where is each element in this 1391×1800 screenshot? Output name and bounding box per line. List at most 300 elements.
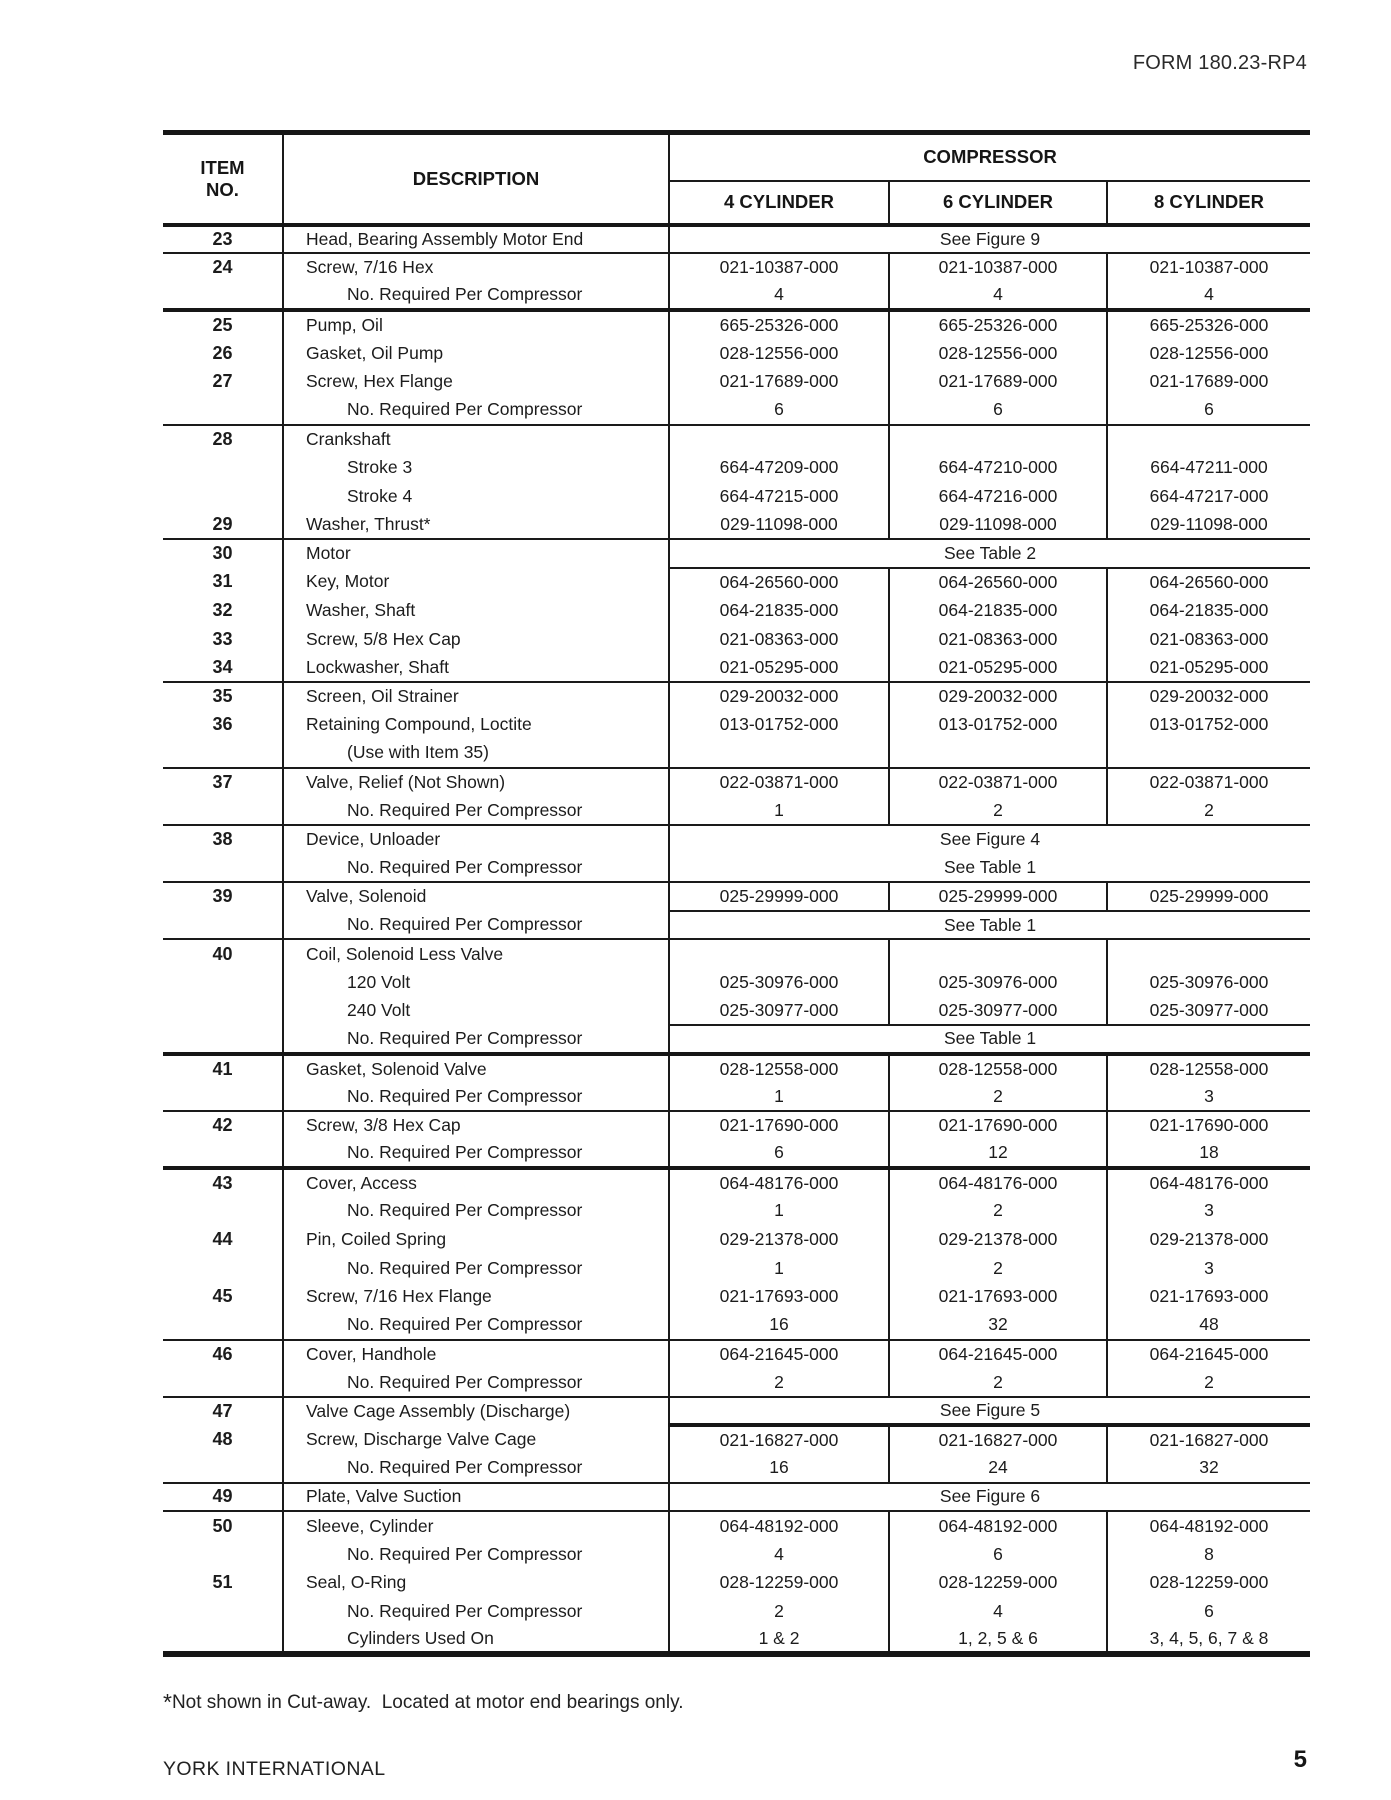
part-number-cell: 013-01752-000 bbox=[889, 711, 1107, 740]
part-number-cell: 4 bbox=[669, 1540, 889, 1569]
table-row bbox=[163, 367, 1310, 396]
part-number-cell: 24 bbox=[889, 1454, 1107, 1483]
description-cell: Valve Cage Assembly (Discharge) bbox=[283, 1397, 669, 1426]
description-cell: No. Required Per Compressor bbox=[283, 282, 669, 311]
span-reference-cell: See Figure 6 bbox=[669, 1483, 1310, 1512]
part-number-cell: 029-21378-000 bbox=[889, 1225, 1107, 1254]
table-row bbox=[163, 1368, 1310, 1397]
part-number-cell bbox=[1107, 425, 1310, 454]
footer-company: YORK INTERNATIONAL bbox=[163, 1758, 386, 1780]
table-row bbox=[163, 1197, 1310, 1226]
part-number-cell: 48 bbox=[1107, 1311, 1310, 1340]
table-row bbox=[163, 711, 1310, 740]
part-number-cell: 021-17690-000 bbox=[889, 1111, 1107, 1140]
part-number-cell: 021-17693-000 bbox=[1107, 1282, 1310, 1311]
description-cell: Screen, Oil Strainer bbox=[283, 682, 669, 711]
part-number-cell: 021-17690-000 bbox=[669, 1111, 889, 1140]
part-number-cell: 022-03871-000 bbox=[669, 768, 889, 797]
table-row bbox=[163, 425, 1310, 454]
table-row bbox=[163, 1540, 1310, 1569]
description-cell: No. Required Per Compressor bbox=[283, 1368, 669, 1397]
item-no-cell: 44 bbox=[212, 1229, 233, 1250]
table-row bbox=[163, 1225, 1310, 1254]
part-number-cell: 028-12259-000 bbox=[669, 1568, 889, 1597]
item-no-cell bbox=[163, 1597, 283, 1626]
part-number-cell: 021-05295-000 bbox=[889, 653, 1107, 682]
part-number-cell: 3, 4, 5, 6, 7 & 8 bbox=[1107, 1626, 1310, 1655]
part-number-cell: 028-12556-000 bbox=[889, 339, 1107, 368]
description-cell: Plate, Valve Suction bbox=[283, 1483, 669, 1512]
part-number-cell: 2 bbox=[889, 1082, 1107, 1111]
part-number-cell: 021-17689-000 bbox=[669, 367, 889, 396]
span-reference-cell: See Figure 5 bbox=[669, 1397, 1310, 1426]
part-number-cell: 16 bbox=[669, 1311, 889, 1340]
part-number-cell: 021-17689-000 bbox=[889, 367, 1107, 396]
description-cell: 240 Volt bbox=[283, 997, 669, 1026]
item-no-cell: 43 bbox=[212, 1172, 233, 1193]
part-number-cell: 021-16827-000 bbox=[889, 1425, 1107, 1454]
part-number-cell: 022-03871-000 bbox=[889, 768, 1107, 797]
description-cell: Cover, Access bbox=[283, 1168, 669, 1197]
part-number-cell: 4 bbox=[889, 1597, 1107, 1626]
part-number-cell: 3 bbox=[1107, 1254, 1310, 1283]
span-reference-cell: See Table 1 bbox=[669, 854, 1310, 883]
item-header-line2: NO. bbox=[206, 178, 239, 200]
table-row bbox=[163, 1511, 1310, 1540]
description-cell: No. Required Per Compressor bbox=[283, 1082, 669, 1111]
part-number-cell: 021-16827-000 bbox=[1107, 1425, 1310, 1454]
table-row bbox=[163, 1340, 1310, 1369]
item-no-cell: 42 bbox=[212, 1115, 233, 1136]
item-no-cell bbox=[163, 854, 283, 883]
part-number-cell bbox=[889, 425, 1107, 454]
part-number-cell: 12 bbox=[889, 1140, 1107, 1169]
description-cell: Screw, 7/16 Hex bbox=[283, 253, 669, 282]
item-no-cell: 41 bbox=[212, 1058, 233, 1079]
description-cell: Screw, Hex Flange bbox=[283, 367, 669, 396]
description-cell: Stroke 4 bbox=[283, 482, 669, 511]
table-row bbox=[163, 939, 1310, 968]
part-number-cell: 064-26560-000 bbox=[889, 568, 1107, 597]
table-row bbox=[163, 310, 1310, 339]
part-number-cell: 021-10387-000 bbox=[889, 253, 1107, 282]
part-number-cell: 029-21378-000 bbox=[1107, 1225, 1310, 1254]
part-number-cell: 064-26560-000 bbox=[669, 568, 889, 597]
table-row bbox=[163, 854, 1310, 883]
part-number-cell bbox=[669, 739, 889, 768]
description-cell: No. Required Per Compressor bbox=[283, 396, 669, 425]
item-no-cell: 34 bbox=[163, 653, 283, 682]
part-number-cell: 4 bbox=[1107, 282, 1310, 311]
description-cell: No. Required Per Compressor bbox=[283, 1025, 669, 1054]
item-no-cell: 29 bbox=[163, 510, 283, 539]
table-row bbox=[163, 997, 1310, 1026]
part-number-cell: 029-20032-000 bbox=[1107, 682, 1310, 711]
span-reference-cell: See Table 2 bbox=[669, 539, 1310, 568]
item-no-cell bbox=[163, 1082, 283, 1111]
part-number-cell: 028-12556-000 bbox=[1107, 339, 1310, 368]
part-number-cell: 6 bbox=[1107, 1597, 1310, 1626]
part-number-cell: 029-21378-000 bbox=[669, 1225, 889, 1254]
description-cell: Valve, Relief (Not Shown) bbox=[283, 768, 669, 797]
table-row bbox=[163, 1454, 1310, 1483]
part-number-cell: 022-03871-000 bbox=[1107, 768, 1310, 797]
part-number-cell: 013-01752-000 bbox=[669, 711, 889, 740]
part-number-cell: 1 & 2 bbox=[669, 1626, 889, 1655]
description-cell: No. Required Per Compressor bbox=[283, 1254, 669, 1283]
item-no-cell: 23 bbox=[163, 225, 283, 254]
item-no-cell: 26 bbox=[212, 342, 233, 363]
description-cell: Coil, Solenoid Less Valve bbox=[283, 939, 669, 968]
item-no-cell: 48 bbox=[212, 1429, 233, 1450]
part-number-cell: 021-16827-000 bbox=[669, 1425, 889, 1454]
part-number-cell bbox=[1107, 739, 1310, 768]
part-number-cell: 028-12556-000 bbox=[669, 339, 889, 368]
table-row bbox=[163, 1626, 1310, 1655]
col-header-6-cylinder: 6 CYLINDER bbox=[889, 181, 1107, 225]
table-row bbox=[163, 1568, 1310, 1597]
table-row bbox=[163, 1025, 1310, 1054]
col-header-compressor: COMPRESSOR bbox=[669, 133, 1310, 181]
part-number-cell: 1 bbox=[669, 1254, 889, 1283]
table-row bbox=[163, 453, 1310, 482]
table-row bbox=[163, 282, 1310, 311]
part-number-cell: 025-30977-000 bbox=[889, 997, 1107, 1026]
table-row bbox=[163, 539, 1310, 568]
col-header-4-cylinder: 4 CYLINDER bbox=[669, 181, 889, 225]
description-cell: Gasket, Oil Pump bbox=[283, 339, 669, 368]
item-header-line1: ITEM bbox=[200, 156, 245, 178]
col-header-item-no bbox=[163, 133, 283, 225]
part-number-cell: 2 bbox=[889, 796, 1107, 825]
item-no-cell bbox=[163, 1540, 283, 1569]
part-number-cell: 665-25326-000 bbox=[1107, 310, 1310, 339]
item-no-cell bbox=[163, 453, 283, 482]
part-number-cell: 1 bbox=[669, 1082, 889, 1111]
item-no-cell: 25 bbox=[212, 315, 233, 336]
table-header bbox=[163, 133, 1310, 225]
part-number-cell: 021-17689-000 bbox=[1107, 367, 1310, 396]
item-no-cell bbox=[163, 282, 283, 311]
table-row bbox=[163, 1140, 1310, 1169]
description-cell: Pin, Coiled Spring bbox=[283, 1225, 669, 1254]
part-number-cell: 2 bbox=[889, 1368, 1107, 1397]
part-number-cell: 32 bbox=[1107, 1454, 1310, 1483]
item-no-cell bbox=[163, 1626, 283, 1655]
item-no-cell bbox=[163, 482, 283, 511]
part-number-cell: 064-21645-000 bbox=[1107, 1340, 1310, 1369]
part-number-cell: 3 bbox=[1107, 1082, 1310, 1111]
table-row bbox=[163, 653, 1310, 682]
part-number-cell: 32 bbox=[889, 1311, 1107, 1340]
description-cell: No. Required Per Compressor bbox=[283, 796, 669, 825]
part-number-cell: 064-48176-000 bbox=[889, 1168, 1107, 1197]
part-number-cell: 064-48192-000 bbox=[1107, 1511, 1310, 1540]
part-number-cell: 064-48192-000 bbox=[889, 1511, 1107, 1540]
part-number-cell: 16 bbox=[669, 1454, 889, 1483]
item-no-cell: 36 bbox=[212, 714, 233, 735]
description-cell: No. Required Per Compressor bbox=[283, 1454, 669, 1483]
item-no-cell bbox=[163, 1025, 283, 1054]
description-cell: Screw, 3/8 Hex Cap bbox=[283, 1111, 669, 1140]
part-number-cell: 025-30976-000 bbox=[889, 968, 1107, 997]
part-number-cell: 013-01752-000 bbox=[1107, 711, 1310, 740]
table-row bbox=[163, 1282, 1310, 1311]
table-row bbox=[163, 1254, 1310, 1283]
table-row bbox=[163, 596, 1310, 625]
part-number-cell: 2 bbox=[1107, 1368, 1310, 1397]
item-no-cell: 38 bbox=[212, 829, 233, 850]
table-row bbox=[163, 1311, 1310, 1340]
item-no-cell: 32 bbox=[212, 600, 233, 621]
table-row bbox=[163, 1483, 1310, 1512]
table-row bbox=[163, 1425, 1310, 1454]
item-no-cell: 50 bbox=[212, 1515, 233, 1536]
table-row bbox=[163, 796, 1310, 825]
item-no-cell bbox=[163, 911, 283, 940]
item-no-cell bbox=[163, 1140, 283, 1169]
part-number-cell bbox=[1107, 939, 1310, 968]
part-number-cell: 2 bbox=[669, 1368, 889, 1397]
part-number-cell: 8 bbox=[1107, 1540, 1310, 1569]
part-number-cell: 3 bbox=[1107, 1197, 1310, 1226]
part-number-cell bbox=[889, 739, 1107, 768]
table-row bbox=[163, 253, 1310, 282]
table-row bbox=[163, 482, 1310, 511]
part-number-cell: 028-12259-000 bbox=[889, 1568, 1107, 1597]
description-cell: Device, Unloader bbox=[283, 825, 669, 854]
description-cell: Cylinders Used On bbox=[283, 1626, 669, 1655]
parts-table bbox=[163, 130, 1310, 1657]
part-number-cell: 1 bbox=[669, 796, 889, 825]
description-cell: Screw, 7/16 Hex Flange bbox=[283, 1282, 669, 1311]
part-number-cell: 025-29999-000 bbox=[889, 882, 1107, 911]
table-row bbox=[163, 225, 1310, 254]
item-no-cell: 30 bbox=[212, 543, 233, 564]
span-reference-cell: See Table 1 bbox=[669, 911, 1310, 940]
description-cell: No. Required Per Compressor bbox=[283, 1597, 669, 1626]
part-number-cell: 021-17690-000 bbox=[1107, 1111, 1310, 1140]
description-cell: Valve, Solenoid bbox=[283, 882, 669, 911]
item-no-cell bbox=[163, 1254, 283, 1283]
item-no-cell bbox=[163, 1368, 283, 1397]
part-number-cell: 029-11098-000 bbox=[1107, 510, 1310, 539]
footnote bbox=[163, 1689, 684, 1719]
item-no-cell: 51 bbox=[212, 1572, 233, 1593]
table-row bbox=[163, 1397, 1310, 1426]
table-row bbox=[163, 1082, 1310, 1111]
part-number-cell: 18 bbox=[1107, 1140, 1310, 1169]
part-number-cell: 029-11098-000 bbox=[669, 510, 889, 539]
header-row-top bbox=[163, 133, 1310, 181]
table-row bbox=[163, 1168, 1310, 1197]
part-number-cell: 665-25326-000 bbox=[669, 310, 889, 339]
description-cell: Retaining Compound, Loctite bbox=[283, 711, 669, 740]
part-number-cell: 664-47211-000 bbox=[1107, 453, 1310, 482]
table-row bbox=[163, 739, 1310, 768]
part-number-cell: 064-21835-000 bbox=[669, 596, 889, 625]
part-number-cell: 6 bbox=[889, 1540, 1107, 1569]
item-no-cell: 49 bbox=[163, 1483, 283, 1512]
item-no-cell bbox=[163, 739, 283, 768]
description-cell: Washer, Shaft bbox=[283, 596, 669, 625]
table-row bbox=[163, 396, 1310, 425]
table-row bbox=[163, 568, 1310, 597]
part-number-cell: 6 bbox=[889, 396, 1107, 425]
description-cell: Crankshaft bbox=[283, 425, 669, 454]
part-number-cell: 025-29999-000 bbox=[669, 882, 889, 911]
description-cell: Screw, Discharge Valve Cage bbox=[283, 1425, 669, 1454]
part-number-cell: 6 bbox=[669, 396, 889, 425]
item-no-cell: 27 bbox=[212, 371, 233, 392]
part-number-cell: 664-47215-000 bbox=[669, 482, 889, 511]
part-number-cell: 4 bbox=[889, 282, 1107, 311]
item-no-cell bbox=[163, 1311, 283, 1340]
part-number-cell: 064-48176-000 bbox=[1107, 1168, 1310, 1197]
footnote-text: Not shown in Cut-away. Located at motor end bearings only. bbox=[171, 1692, 684, 1713]
item-no-cell: 45 bbox=[212, 1286, 233, 1307]
part-number-cell: 064-21835-000 bbox=[889, 596, 1107, 625]
description-cell: Gasket, Solenoid Valve bbox=[283, 1054, 669, 1083]
item-no-cell: 31 bbox=[212, 571, 233, 592]
item-no-cell bbox=[163, 968, 283, 997]
part-number-cell bbox=[669, 425, 889, 454]
table-row bbox=[163, 1111, 1310, 1140]
part-number-cell: 025-30976-000 bbox=[1107, 968, 1310, 997]
footnote-asterisk: * bbox=[163, 1689, 172, 1715]
description-cell: Pump, Oil bbox=[283, 310, 669, 339]
item-no-cell: 28 bbox=[212, 428, 233, 449]
item-no-cell bbox=[163, 997, 283, 1026]
item-no-cell bbox=[163, 796, 283, 825]
part-number-cell: 028-12558-000 bbox=[889, 1054, 1107, 1083]
form-number: FORM 180.23-RP4 bbox=[1132, 52, 1307, 74]
description-cell: (Use with Item 35) bbox=[283, 739, 669, 768]
part-number-cell: 064-21645-000 bbox=[669, 1340, 889, 1369]
part-number-cell: 021-05295-000 bbox=[669, 653, 889, 682]
table-row bbox=[163, 968, 1310, 997]
item-no-cell: 35 bbox=[212, 686, 233, 707]
description-cell: Stroke 3 bbox=[283, 453, 669, 482]
page-number: 5 bbox=[1293, 1746, 1307, 1773]
part-number-cell: 064-48192-000 bbox=[669, 1511, 889, 1540]
table-body bbox=[163, 225, 1310, 1655]
description-cell: Key, Motor bbox=[283, 568, 669, 597]
part-number-cell bbox=[669, 939, 889, 968]
part-number-cell: 664-47210-000 bbox=[889, 453, 1107, 482]
part-number-cell: 1, 2, 5 & 6 bbox=[889, 1626, 1107, 1655]
part-number-cell: 025-29999-000 bbox=[1107, 882, 1310, 911]
part-number-cell: 025-30976-000 bbox=[669, 968, 889, 997]
part-number-cell: 025-30977-000 bbox=[1107, 997, 1310, 1026]
span-reference-cell: See Figure 4 bbox=[669, 825, 1310, 854]
part-number-cell: 6 bbox=[1107, 396, 1310, 425]
col-header-description: DESCRIPTION bbox=[283, 133, 669, 225]
item-no-cell bbox=[163, 1197, 283, 1226]
description-cell: Head, Bearing Assembly Motor End bbox=[283, 225, 669, 254]
description-cell: No. Required Per Compressor bbox=[283, 854, 669, 883]
item-no-cell: 47 bbox=[212, 1401, 233, 1422]
part-number-cell: 664-47216-000 bbox=[889, 482, 1107, 511]
part-number-cell: 664-47209-000 bbox=[669, 453, 889, 482]
description-cell: Lockwasher, Shaft bbox=[283, 653, 669, 682]
part-number-cell: 021-10387-000 bbox=[1107, 253, 1310, 282]
item-no-cell: 24 bbox=[212, 257, 233, 278]
table-row bbox=[163, 768, 1310, 797]
part-number-cell bbox=[889, 939, 1107, 968]
description-cell: Screw, 5/8 Hex Cap bbox=[283, 625, 669, 654]
part-number-cell: 021-08363-000 bbox=[669, 625, 889, 654]
part-number-cell: 2 bbox=[889, 1197, 1107, 1226]
span-reference-cell: See Figure 9 bbox=[669, 225, 1310, 254]
col-header-8-cylinder: 8 CYLINDER bbox=[1107, 181, 1310, 225]
description-cell: No. Required Per Compressor bbox=[283, 911, 669, 940]
description-cell: Motor bbox=[283, 539, 669, 568]
item-no-cell: 33 bbox=[212, 628, 233, 649]
item-no-cell: 46 bbox=[212, 1343, 233, 1364]
table-row bbox=[163, 682, 1310, 711]
table-row bbox=[163, 339, 1310, 368]
table-row bbox=[163, 625, 1310, 654]
description-cell: Washer, Thrust* bbox=[283, 510, 669, 539]
table-row bbox=[163, 911, 1310, 940]
part-number-cell: 028-12558-000 bbox=[669, 1054, 889, 1083]
part-number-cell: 021-05295-000 bbox=[1107, 653, 1310, 682]
part-number-cell: 064-26560-000 bbox=[1107, 568, 1310, 597]
description-cell: No. Required Per Compressor bbox=[283, 1197, 669, 1226]
description-cell: No. Required Per Compressor bbox=[283, 1540, 669, 1569]
part-number-cell: 029-20032-000 bbox=[669, 682, 889, 711]
part-number-cell: 028-12259-000 bbox=[1107, 1568, 1310, 1597]
part-number-cell: 4 bbox=[669, 282, 889, 311]
table-row bbox=[163, 1597, 1310, 1626]
span-reference-cell: See Table 1 bbox=[669, 1025, 1310, 1054]
item-no-cell bbox=[163, 1454, 283, 1483]
part-number-cell: 1 bbox=[669, 1197, 889, 1226]
description-cell: Cover, Handhole bbox=[283, 1340, 669, 1369]
part-number-cell: 021-17693-000 bbox=[669, 1282, 889, 1311]
part-number-cell: 665-25326-000 bbox=[889, 310, 1107, 339]
part-number-cell: 2 bbox=[1107, 796, 1310, 825]
part-number-cell: 021-08363-000 bbox=[889, 625, 1107, 654]
part-number-cell: 021-17693-000 bbox=[889, 1282, 1107, 1311]
part-number-cell: 021-10387-000 bbox=[669, 253, 889, 282]
table-row bbox=[163, 882, 1310, 911]
item-no-cell bbox=[163, 396, 283, 425]
item-no-cell: 40 bbox=[212, 943, 233, 964]
description-cell: No. Required Per Compressor bbox=[283, 1311, 669, 1340]
description-cell: 120 Volt bbox=[283, 968, 669, 997]
description-cell: No. Required Per Compressor bbox=[283, 1140, 669, 1169]
part-number-cell: 6 bbox=[669, 1140, 889, 1169]
part-number-cell: 2 bbox=[889, 1254, 1107, 1283]
item-no-cell: 37 bbox=[212, 772, 233, 793]
part-number-cell: 064-48176-000 bbox=[669, 1168, 889, 1197]
part-number-cell: 2 bbox=[669, 1597, 889, 1626]
table-row bbox=[163, 510, 1310, 539]
part-number-cell: 664-47217-000 bbox=[1107, 482, 1310, 511]
part-number-cell: 064-21835-000 bbox=[1107, 596, 1310, 625]
part-number-cell: 021-08363-000 bbox=[1107, 625, 1310, 654]
part-number-cell: 064-21645-000 bbox=[889, 1340, 1107, 1369]
part-number-cell: 025-30977-000 bbox=[669, 997, 889, 1026]
table-row bbox=[163, 825, 1310, 854]
item-no-cell: 39 bbox=[212, 886, 233, 907]
description-cell: Seal, O-Ring bbox=[283, 1568, 669, 1597]
part-number-cell: 029-20032-000 bbox=[889, 682, 1107, 711]
part-number-cell: 028-12558-000 bbox=[1107, 1054, 1310, 1083]
description-cell: Sleeve, Cylinder bbox=[283, 1511, 669, 1540]
